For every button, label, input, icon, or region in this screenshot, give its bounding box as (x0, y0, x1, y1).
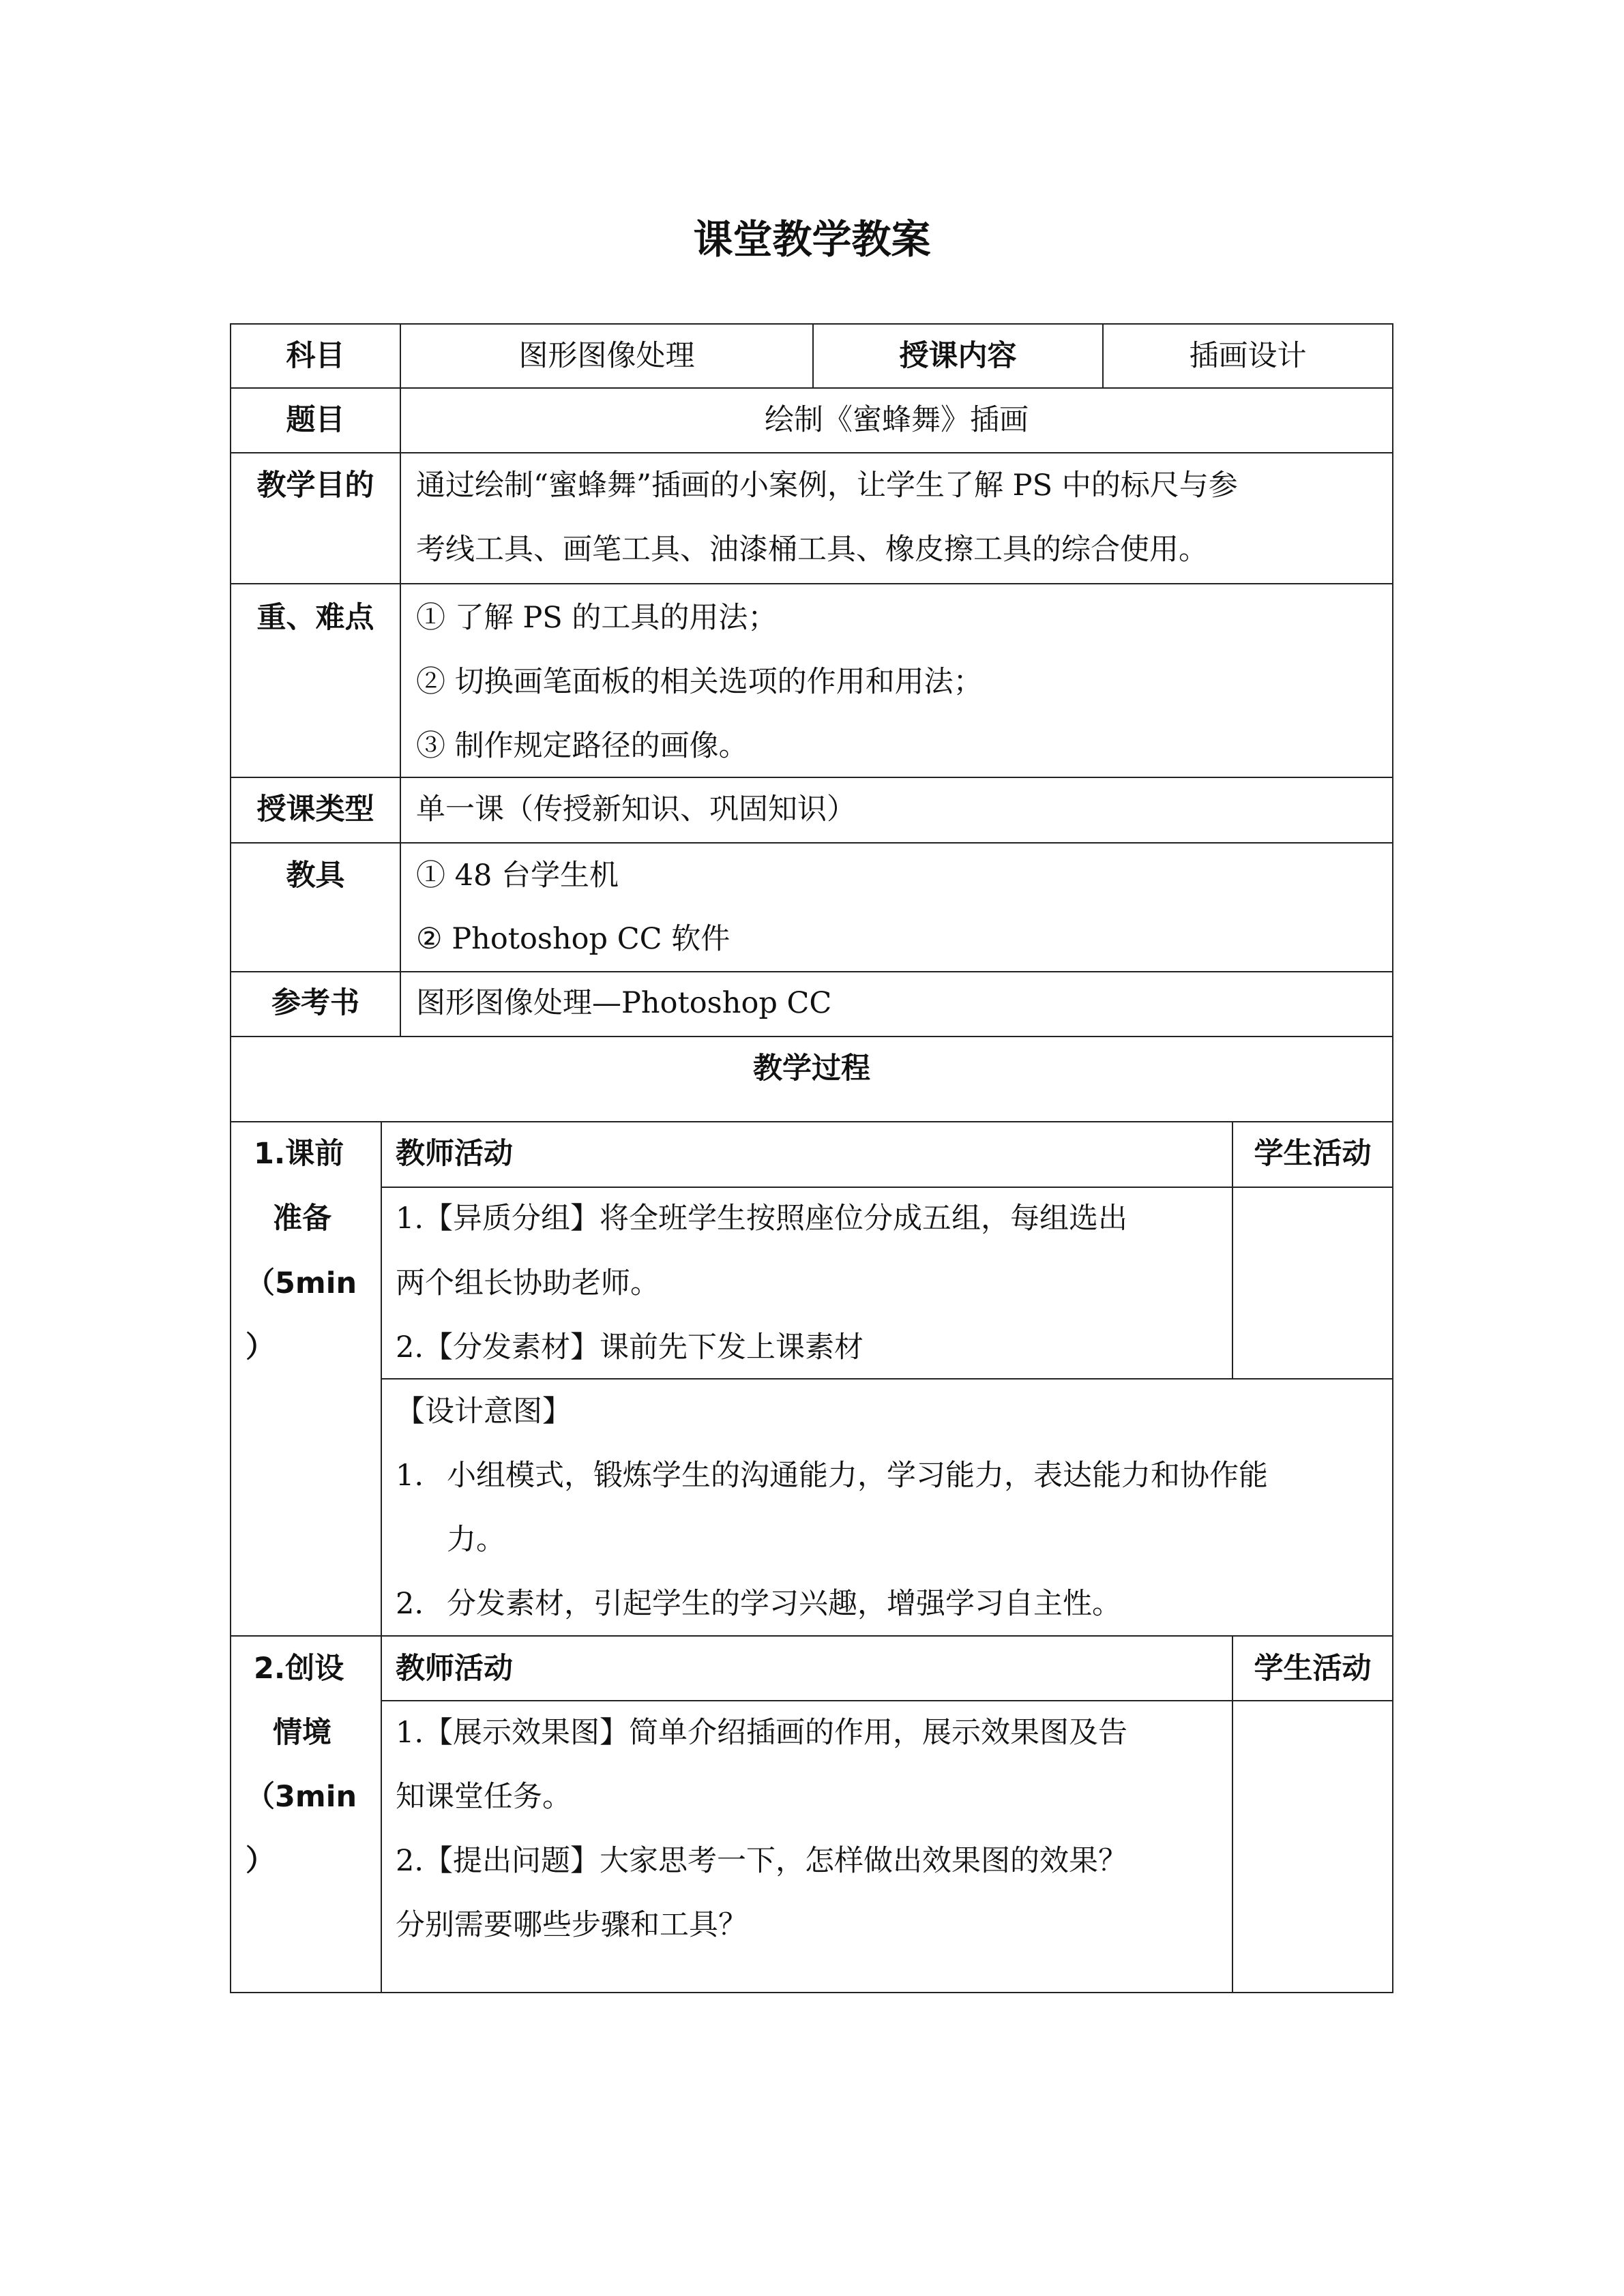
stage2-teacher-line: 2.【提出问题】大家思考一下，怎样做出效果图的效果？ (396, 1844, 1128, 1878)
stage1-design-num: 1. (396, 1459, 424, 1493)
stage2-teacher-line: 1.【展示效果图】简单介绍插画的作用，展示效果图及告 (396, 1716, 1128, 1750)
stage1-design-line: 分发素材，引起学生的学习兴趣，增强学习自主性。 (447, 1587, 1121, 1621)
objective-line: 通过绘制“蜜蜂舞”插画的小案例，让学生了解 PS 中的标尺与参 (416, 468, 1238, 503)
stage1-design-num: 2. (396, 1587, 424, 1621)
reference-label: 参考书 (271, 986, 359, 1020)
stage1-design-line: 力。 (447, 1523, 505, 1557)
subject-label: 科目 (286, 339, 345, 373)
stage1-teacher-header: 教师活动 (396, 1137, 513, 1171)
stage1-student-header: 学生活动 (1254, 1137, 1372, 1171)
topic-label: 题目 (286, 403, 345, 437)
tool-item: ② Photoshop CC 软件 (416, 922, 730, 956)
stage1-label-line: 1.课前 (254, 1137, 344, 1171)
stage2-label-line: 情境 (273, 1716, 331, 1750)
cell-stage1-student-body (1232, 1187, 1393, 1380)
keypoint-item: ③ 制作规定路径的画像。 (416, 729, 748, 763)
stage1-label-line: ） (246, 1330, 275, 1365)
keypoint-item: ② 切换画笔面板的相关选项的作用和用法； (416, 665, 983, 699)
stage1-teacher-line: 1.【异质分组】将全班学生按照座位分成五组，每组选出 (396, 1202, 1128, 1236)
stage2-teacher-line: 分别需要哪些步骤和工具？ (396, 1908, 748, 1942)
type-value: 单一课（传授新知识、巩固知识） (416, 792, 856, 826)
objective-line: 考线工具、画笔工具、油漆桶工具、橡皮擦工具的综合使用。 (416, 533, 1208, 567)
content-label: 授课内容 (899, 339, 1017, 373)
stage1-label-line: 准备 (273, 1202, 331, 1236)
process-heading: 教学过程 (753, 1052, 870, 1086)
stage2-label-line: 2.创设 (254, 1652, 344, 1686)
stage1-design-line: 小组模式，锻炼学生的沟通能力，学习能力，表达能力和协作能 (447, 1459, 1268, 1493)
type-label: 授课类型 (256, 792, 374, 826)
stage1-design-title: 【设计意图】 (396, 1395, 572, 1429)
reference-value: 图形图像处理—Photoshop CC (416, 986, 832, 1020)
objective-label: 教学目的 (256, 468, 374, 503)
stage1-label-line: （5min (246, 1266, 357, 1300)
stage2-label-line: ） (246, 1844, 275, 1878)
stage2-teacher-line: 知课堂任务。 (396, 1780, 572, 1814)
tool-item: ① 48 台学生机 (416, 859, 619, 893)
topic-value: 绘制《蜜蜂舞》插画 (765, 403, 1029, 437)
stage2-label-line: （3min (246, 1780, 357, 1814)
content-value: 插画设计 (1189, 339, 1307, 373)
keypoint-item: ① 了解 PS 的工具的用法； (416, 601, 778, 635)
cell-stage2-student-body (1232, 1700, 1393, 1993)
stage2-teacher-header: 教师活动 (396, 1652, 513, 1686)
page-title: 课堂教学教案 (693, 216, 931, 263)
subject-value: 图形图像处理 (518, 339, 695, 373)
keypoints-label: 重、难点 (256, 601, 374, 635)
stage1-teacher-line: 两个组长协助老师。 (396, 1266, 660, 1300)
stage1-teacher-line: 2.【分发素材】课前先下发上课素材 (396, 1330, 864, 1365)
tools-label: 教具 (286, 859, 345, 893)
stage2-student-header: 学生活动 (1254, 1652, 1372, 1686)
